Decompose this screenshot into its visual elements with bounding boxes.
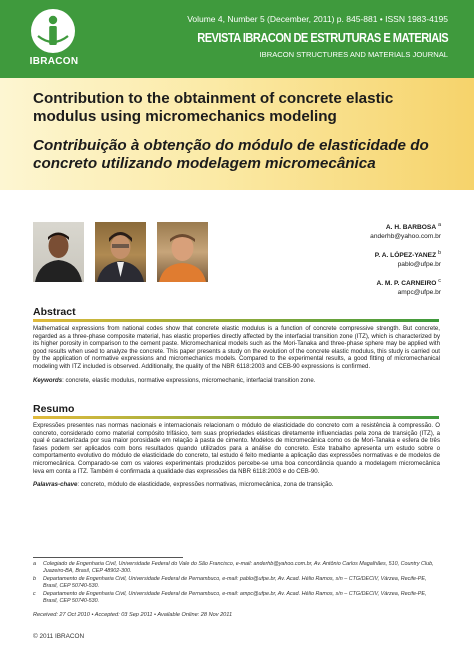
resumo-heading: Resumo (33, 403, 75, 415)
author-email[interactable]: ampc@ufpe.br (397, 288, 441, 296)
footnote-divider (33, 557, 183, 558)
author-name: A. M. P. CARNEIRO (376, 280, 437, 288)
author-name: A. H. BARBOSA (385, 224, 437, 232)
footnote (33, 576, 440, 590)
footnote-mark: c (33, 591, 36, 597)
abstract-text: Mathematical expressions from national codes show that concrete elastic modulus is a function of concrete compressive strength. But concrete, regarded as a three-phase composite material, has elastic properties directly affected by the interfacial transition zone (ITZ), which is characterized by its higher porosity in comparison to the cement paste. Micromechanical models such as the Mori-Tanaka and three-phase sphere may be applied with good results when used to analyze the concrete. This paper presents a study on the evolution of the concrete elastic modulus, this study is carried out by the application of normative expressions and micromechanics models. Compared to the experimental results, a good fitting of micromechanical modeling with ITZ included is observed. Additionally, the quality of the NBR 6118:2003 and CEB-90 expressions is confirmed. (33, 325, 440, 370)
journal-title: REVISTA IBRACON DE ESTRUTURAS E MATERIAIS (197, 31, 448, 45)
footnote (33, 561, 440, 575)
author-entry (261, 249, 441, 269)
author-photo-1 (33, 222, 84, 282)
resumo-keywords (33, 481, 440, 489)
author-photo-3 (157, 222, 208, 282)
logo-text: IBRACON (29, 56, 79, 67)
section-divider (33, 416, 439, 419)
author-photo-2 (95, 222, 146, 282)
footnote (33, 591, 440, 605)
author-entry (261, 221, 441, 241)
paper-title-portuguese: Contribuição à obtenção do módulo de elasticidade do concreto utilizando modelagem micromecânica (33, 137, 429, 172)
journal-header (0, 0, 474, 78)
author-mark: a (437, 222, 441, 228)
issue-info: Volume 4, Number 5 (December, 2011) p. 845-881 • ISSN 1983-4195 (187, 14, 448, 24)
footnote-text: Colegiado de Engenharia Civil, Universidade Federal do Vale do São Francisco, e-mail: anderhb@yahoo.com.br, Av. Antônio Carlos Magalhães, 510, Country Club, Juazeiro-BA, Brasil, CEP 48902-300. (43, 561, 434, 574)
author-email[interactable]: anderhb@yahoo.com.br (370, 232, 441, 240)
abstract-keywords (33, 377, 440, 385)
author-entry (261, 277, 441, 297)
received-dates: Received: 27 Oct 2010 • Accepted: 03 Sep 2011 • Available Online: 28 Nov 2011 (33, 612, 233, 618)
journal-subtitle: IBRACON STRUCTURES AND MATERIALS JOURNAL (259, 50, 448, 59)
author-list (261, 221, 441, 305)
keywords-text: : concrete, elastic modulus, normative expressions, micromechanic, interfacial transition zone. (62, 377, 316, 384)
footnote-mark: b (33, 576, 36, 582)
footnote-mark: a (33, 561, 36, 567)
author-email[interactable]: pablo@ufpe.br (397, 260, 441, 268)
copyright: © 2011 IBRACON (33, 633, 85, 640)
footnote-text: Departamento de Engenharia Civil, Universidade Federal de Pernambuco, e-mail: pablo@ufpe.br, Av. Acad. Hélio Ramos, s/n – CTG/DECIV, Várzea, Recife-PE, Brasil, CEP 50740-530. (43, 576, 427, 589)
ibracon-logo-icon (30, 8, 76, 54)
section-divider (33, 319, 439, 322)
footnote-text: Departamento de Engenharia Civil, Universidade Federal de Pernambuco, e-mail: ampc@ufpe.br, Av. Acad. Hélio Ramos, s/n – CTG/DECIV, Várzea, Recife-PE, Brasil, CEP 50740-530. (43, 591, 427, 604)
author-name: P. A. LÓPEZ-YANEZ (374, 252, 437, 260)
author-mark: b (437, 250, 441, 256)
abstract-heading: Abstract (33, 306, 76, 318)
author-mark: c (438, 278, 441, 284)
paper-title-english: Contribution to the obtainment of concrete elastic modulus using micromechanics modeling (33, 90, 394, 125)
palavras-chave-label: Palavras-chave (33, 481, 78, 488)
resumo-text: Expressões presentes nas normas nacionais e internacionais relacionam o módulo de elasticidade do concreto com a resistência à compressão. O concreto, considerado como material compósito trifásico, tem suas propriedades elásticas diretamente influenciadas pela zona de transição (ITZ), a qual é caracterizada por sua maior porosidade em relação à pasta de cimento. Modelos de micromecânica como os de Mori-Tanaka e esfera de três fases podem ser aplicados com bons resultados quando utilizados para a análise do concreto. Este trabalho apresenta um estudo sobre o comportamento evolutivo do módulo de elasticidade do concreto, tal estudo é feito mediante a aplicação das expressões normativas e de modelos de micromecânica. Comparado-se com os valores experimentais produzidos percebe-se uma boa concordância quando a modelagem micromecânica leva em conta a ITZ. Também é confirmada a qualidade das expressões da NBR 6118:2003 e do CEB-90. (33, 422, 440, 475)
keywords-label: Keywords (33, 377, 63, 384)
palavras-chave-text: : concreto, módulo de elasticidade, expressões normativas, micromecânica, zona de transição. (77, 481, 334, 488)
